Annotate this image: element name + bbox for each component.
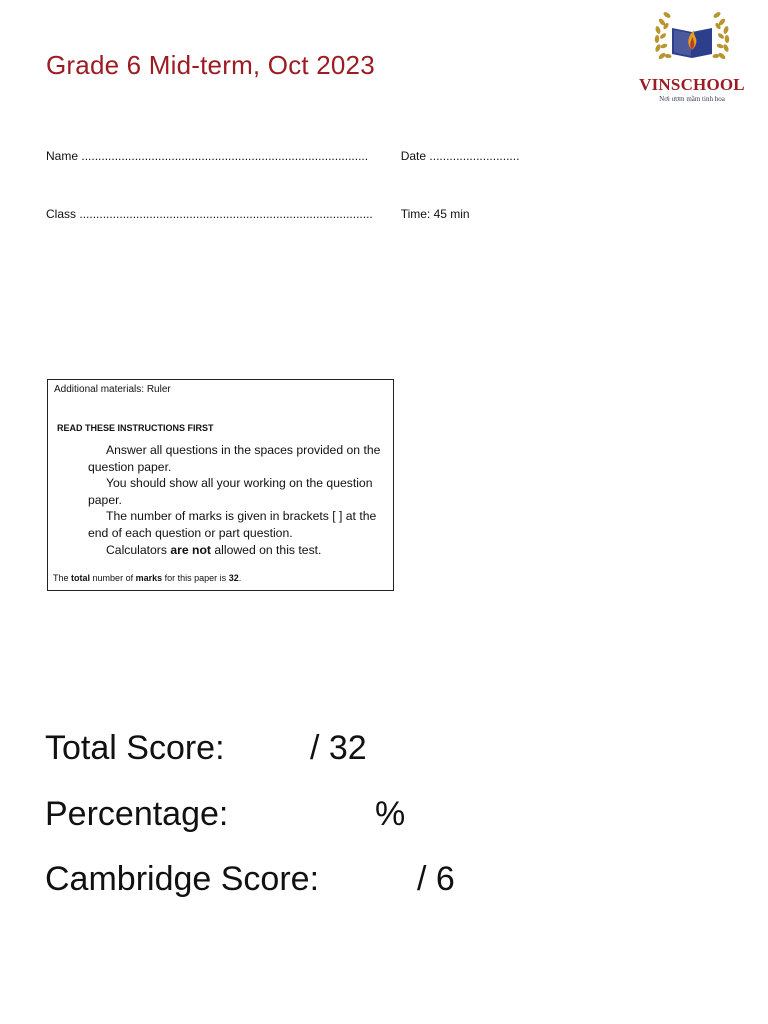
logo-tagline: Nơi ươm mầm tinh hoa xyxy=(659,95,725,103)
total-score-value[interactable]: / 32 xyxy=(310,729,367,767)
materials-value: Ruler xyxy=(146,384,171,395)
instruction-item-calculators xyxy=(88,542,393,559)
instruction-item: You should show all your working on the question paper. xyxy=(88,476,373,507)
total-marks-line xyxy=(53,573,241,583)
total-post: for this paper is xyxy=(164,573,227,583)
total-marks-value: 32 xyxy=(228,573,239,583)
cambridge-score-value[interactable]: / 6 xyxy=(417,860,455,898)
date-field-dots[interactable]: ........................... xyxy=(429,149,520,163)
total-score-label: Total Score: xyxy=(45,729,225,767)
name-date-line xyxy=(46,149,519,163)
instructions-box xyxy=(47,379,394,591)
cambridge-score-row xyxy=(45,860,455,899)
total-end: . xyxy=(238,573,242,583)
marks-bold: marks xyxy=(135,573,163,583)
total-mid: number of xyxy=(92,573,134,583)
school-logo xyxy=(630,6,754,106)
date-label: Date xyxy=(400,149,427,163)
vinschool-emblem-icon xyxy=(648,6,736,72)
class-label: Class xyxy=(46,207,77,221)
total-score-row xyxy=(45,729,367,768)
percentage-label: Percentage: xyxy=(45,795,229,833)
name-field-dots[interactable]: ...................................................................................... xyxy=(81,149,369,163)
total-pre: The xyxy=(53,573,69,583)
instruction-item: Answer all questions in the spaces provided on the question paper. xyxy=(88,443,381,474)
logo-wordmark: VINSCHOOL xyxy=(639,75,745,94)
instructions-list xyxy=(88,442,393,558)
instruction-item: The number of marks is given in brackets [ ] at the end of each question or part question. xyxy=(88,509,377,540)
calc-emphasis: are not xyxy=(170,542,211,557)
class-time-line xyxy=(46,207,470,221)
page-title: Grade 6 Mid-term, Oct 2023 xyxy=(46,50,375,80)
calc-prefix: Calculators xyxy=(106,542,167,557)
percentage-row xyxy=(45,795,406,834)
name-label: Name xyxy=(46,149,79,163)
class-field-dots[interactable]: ........................................................................................ xyxy=(79,207,373,221)
additional-materials xyxy=(54,384,171,395)
instructions-heading: READ THESE INSTRUCTIONS FIRST xyxy=(57,423,214,433)
percentage-value[interactable]: % xyxy=(375,795,406,833)
time-label: Time: 45 min xyxy=(400,207,470,221)
calc-suffix: allowed on this test. xyxy=(214,542,322,557)
cambridge-score-label: Cambridge Score: xyxy=(45,860,320,898)
materials-label: Additional materials: xyxy=(54,384,145,395)
total-bold: total xyxy=(71,573,91,583)
